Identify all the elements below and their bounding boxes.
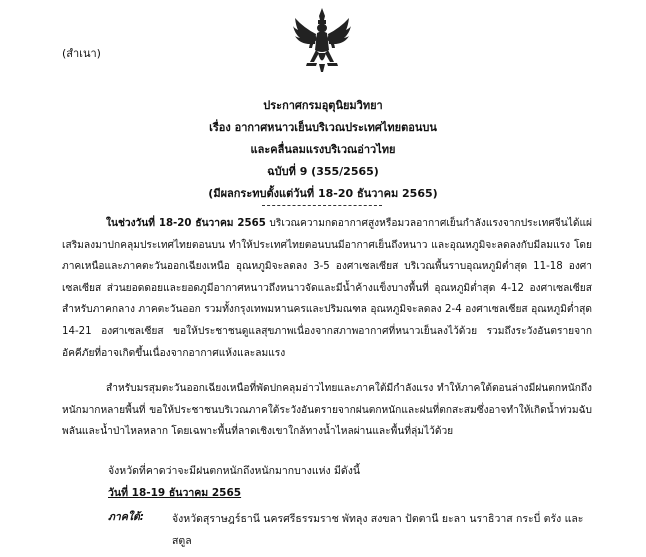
announcement-issue-number: ฉบับที่ 9 (355/2565)	[267, 165, 379, 178]
paragraph-monsoon: สำหรับมรสุมตะวันออกเฉียงเหนือที่พัดปกคลุมอ่าวไทยและภาคใต้มีกำลังแรง ทำให้ภาคใต้ตอนล่างมีฝนตกหนักถึงหนักมากหลายพื้นที่ ขอให้ประชาชนบริเวณภาคใต้ระวังอันตรายจากฝนตกหนักและฝนที่ตกสะสมซึ่งอาจทำให้เกิดน้ำท่วมฉับพลันและน้ำป่าไหลหลาก โดยเฉพาะพื้นที่ลาดเชิงเขาใกล้ทางน้ำไหลผ่านและพื้นที่ลุ่มไว้ด้วย	[62, 383, 592, 438]
announcement-title: ประกาศกรมอุตุนิยมวิทยา	[263, 99, 383, 112]
heading-divider	[262, 205, 382, 206]
paragraph-cold-weather	[62, 213, 592, 364]
region-label: ภาคใต้:	[108, 511, 144, 523]
garuda-emblem-icon	[292, 6, 352, 74]
paragraph-cold-weather-text: บริเวณความกดอากาศสูงหรือมวลอากาศเย็นกำลังแรงจากประเทศจีนได้แผ่เสริมลงมาปกคลุมประเทศไทยตอนบน ทำให้ประเทศไทยตอนบนมีอากาศเย็นถึงหนาว และอุณหภูมิจะลดลงกับมีลมแรง โดยภาคเหนือและภาคตะวันออกเฉียงเหนือ อุณหภูมิจะลดลง 3-5 องศาเซลเซียส บริเวณพื้นราบอุณหภูมิต่ำสุด 11-18 องศาเซลเซียส ส่วนยอดดอยและยอดภูมีอากาศหนาวถึงหนาวจัดและมีน้ำค้างแข็งบางพื้นที่ อุณหภูมิต่ำสุด 4-12 องศาเซลเซียส สำหรับภาคกลาง ภาคตะวันออก รวมทั้งกรุงเทพมหานครและปริมณฑล อุณหภูมิจะลดลง 2-4 องศาเซลเซียส อุณหภูมิต่ำสุด 14-21 องศาเซลเซียส ขอให้ประชาชนดูแลสุขภาพเนื่องจากสภาพอากาศที่หนาวเย็นลงไว้ด้วย รวมถึงระวังอันตรายจากอัคคีภัยที่อาจเกิดขึ้นเนื่องจากอากาศแห้งและลมแรง	[62, 218, 592, 359]
paragraph-lead-date: ในช่วงวันที่ 18-20 ธันวาคม 2565	[106, 218, 266, 229]
provinces-lead: จังหวัดที่คาดว่าจะมีฝนตกหนักถึงหนักมากบางแห่ง มีดังนี้	[108, 465, 361, 477]
date-heading: วันที่ 18-19 ธันวาคม 2565	[108, 487, 242, 499]
announcement-effective-dates: (มีผลกระทบตั้งแต่วันที่ 18-20 ธันวาคม 2565)	[208, 187, 438, 200]
region-provinces: จังหวัดสุราษฎร์ธานี นครศรีธรรมราช พัทลุง สงขลา ปัตตานี ยะลา นราธิวาส กระบี่ ตรัง และสตูล	[172, 513, 584, 547]
announcement-subject-continued: และคลื่นลมแรงบริเวณอ่าวไทย	[250, 143, 396, 156]
copy-label: (สำเนา)	[62, 47, 101, 60]
announcement-subject: เรื่อง อากาศหนาวเย็นบริเวณประเทศไทยตอนบน	[209, 121, 437, 134]
